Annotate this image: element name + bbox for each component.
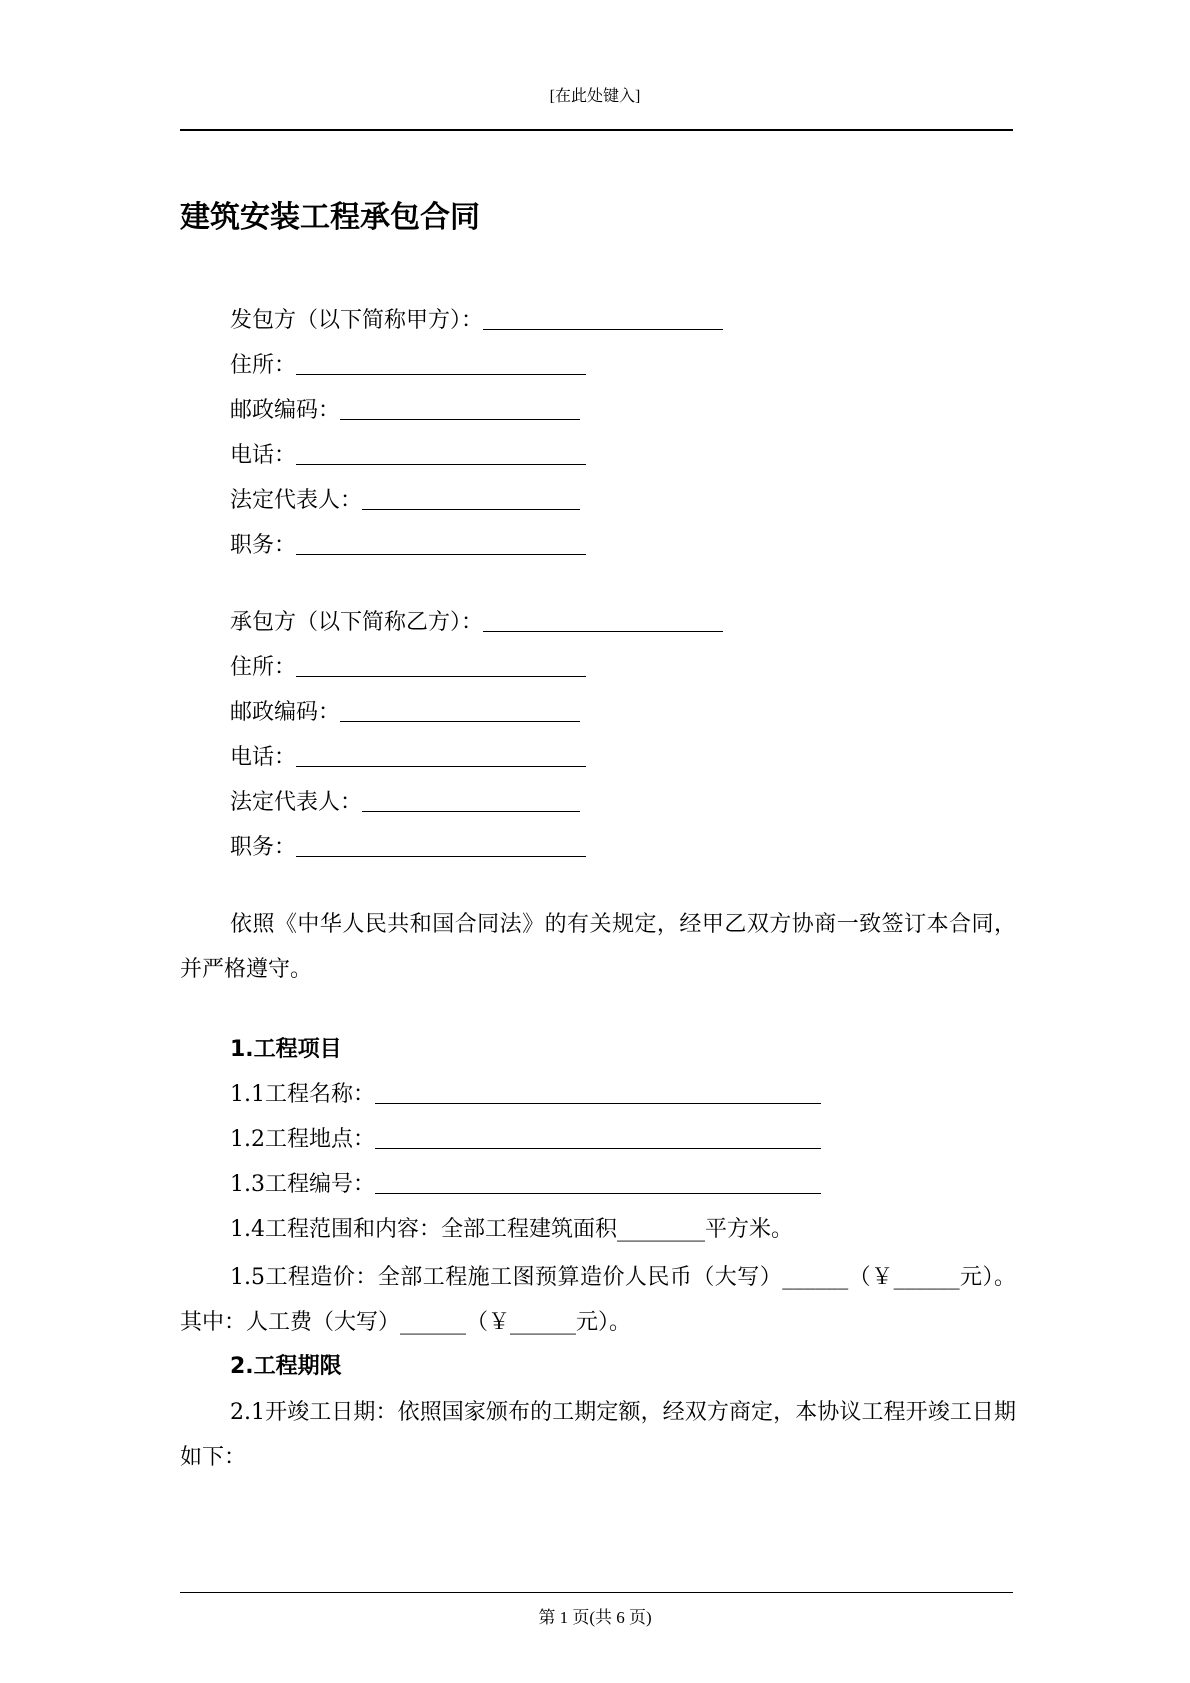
item-1-5-paragraph: 1.5工程造价：全部工程施工图预算造价人民币（大写）______（￥______元）。其中：人工费（大写）______（￥______元）。 (180, 1265, 1016, 1335)
party-a-legal-rep-line (230, 486, 580, 516)
party-b-postcode-blank[interactable] (340, 699, 580, 722)
page-number: 第 1 页(共 6 页) (538, 1608, 652, 1627)
item-1-3-line (230, 1170, 821, 1200)
party-b-phone-label: 电话： (230, 745, 297, 770)
party-b-legal-rep-blank[interactable] (362, 789, 580, 812)
party-a-phone-label: 电话： (230, 443, 297, 468)
party-a-position-line (230, 531, 586, 561)
party-b-postcode-line (230, 698, 580, 728)
item-2-1-paragraph: 2.1开竣工日期：依照国家颁布的工期定额，经双方商定，本协议工程开竣工日期如下： (180, 1400, 1016, 1470)
party-b-position-blank[interactable] (296, 834, 586, 857)
party-b-postcode-label: 邮政编码： (230, 700, 341, 725)
page-header: [在此处键入] (549, 88, 641, 105)
header-rule (180, 129, 1013, 131)
project-name-blank[interactable] (375, 1081, 821, 1104)
party-b-phone-blank[interactable] (296, 744, 586, 767)
party-a-position-blank[interactable] (296, 532, 586, 555)
party-a-phone-line (230, 441, 586, 471)
party-a-address-label: 住所： (230, 353, 297, 378)
party-a-legal-rep-label: 法定代表人： (230, 488, 363, 513)
intro-paragraph: 依照《中华人民共和国合同法》的有关规定，经甲乙双方协商一致签订本合同，并严格遵守。 (180, 912, 1016, 982)
party-a-name-blank[interactable] (483, 307, 723, 330)
document-title: 建筑安装工程承包合同 (180, 200, 480, 235)
project-location-blank[interactable] (375, 1126, 821, 1149)
party-b-address-blank[interactable] (296, 654, 586, 677)
party-a-postcode-blank[interactable] (340, 397, 580, 420)
party-b-phone-line (230, 743, 586, 773)
party-a-heading: 发包方（以下简称甲方）： (230, 308, 484, 333)
party-b-legal-rep-label: 法定代表人： (230, 790, 363, 815)
section-1-heading: 1.工程项目 (230, 1037, 342, 1062)
party-a-address-line (230, 351, 586, 381)
party-b-heading-line (230, 608, 723, 638)
party-b-position-label: 职务： (230, 835, 297, 860)
project-number-blank[interactable] (375, 1171, 821, 1194)
item-1-1-line (230, 1080, 821, 1110)
item-1-4-line: 1.4工程范围和内容：全部工程建筑面积________平方米。 (230, 1217, 793, 1242)
party-b-position-line (230, 833, 586, 863)
party-a-legal-rep-blank[interactable] (362, 487, 580, 510)
party-b-address-label: 住所： (230, 655, 297, 680)
section-2-heading: 2.工程期限 (230, 1354, 342, 1379)
party-b-address-line (230, 653, 586, 683)
party-b-name-blank[interactable] (483, 609, 723, 632)
party-b-legal-rep-line (230, 788, 580, 818)
party-a-postcode-label: 邮政编码： (230, 398, 341, 423)
party-a-address-blank[interactable] (296, 352, 586, 375)
item-1-3-label: 1.3工程编号： (230, 1172, 375, 1197)
party-a-phone-blank[interactable] (296, 442, 586, 465)
party-a-position-label: 职务： (230, 533, 297, 558)
item-1-2-label: 1.2工程地点： (230, 1127, 375, 1152)
item-1-1-label: 1.1工程名称： (230, 1082, 375, 1107)
party-a-postcode-line (230, 396, 580, 426)
party-b-heading: 承包方（以下简称乙方）： (230, 610, 484, 635)
footer-rule (180, 1592, 1013, 1593)
item-1-2-line (230, 1125, 821, 1155)
party-a-heading-line (230, 306, 723, 336)
